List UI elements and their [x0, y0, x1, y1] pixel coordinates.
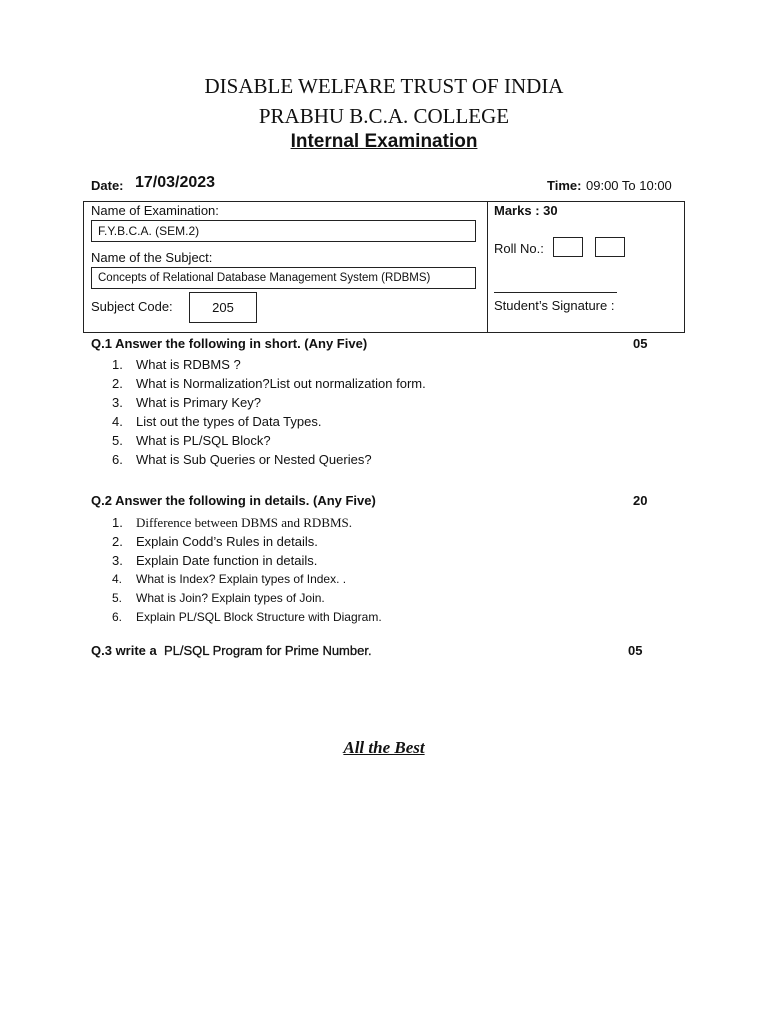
- item-number: 4.: [112, 572, 123, 586]
- signature-line: [494, 292, 617, 293]
- subject-field: Concepts of Relational Database Management System (RDBMS): [91, 267, 476, 289]
- marks-total: Marks : 30: [494, 203, 558, 218]
- q2-heading: Q.2 Answer the following in details. (Any Five): [91, 493, 376, 508]
- item-number: 3.: [112, 395, 123, 410]
- item-number: 5.: [112, 433, 123, 448]
- item-number: 1.: [112, 357, 123, 372]
- item-number: 4.: [112, 414, 123, 429]
- item-text: What is Index? Explain types of Index. .: [136, 572, 347, 586]
- subject-label: Name of the Subject:: [91, 250, 213, 265]
- roll-label: Roll No.:: [494, 241, 544, 256]
- item-number: 2.: [112, 534, 123, 549]
- item-number: 6.: [112, 610, 123, 624]
- q3-marks: 05: [628, 643, 643, 658]
- item-number: 3.: [112, 553, 123, 568]
- roll-box-1[interactable]: [553, 237, 583, 257]
- time-value: 09:00 To 10:00: [586, 178, 672, 193]
- college-name: PRABHU B.C.A. COLLEGE: [258, 104, 510, 128]
- trust-name: DISABLE WELFARE TRUST OF INDIA: [204, 74, 564, 98]
- signature-label: Student’s Signature :: [494, 298, 615, 313]
- item-text: What is RDBMS ?: [136, 357, 241, 372]
- item-text: List out the types of Data Types.: [136, 414, 322, 429]
- q1-marks: 05: [633, 336, 648, 351]
- item-text: What is PL/SQL Block?: [136, 433, 271, 448]
- q3-heading: [91, 643, 372, 658]
- exam-name-field: F.Y.B.C.A. (SEM.2): [91, 220, 476, 242]
- item-number: 5.: [112, 591, 123, 605]
- item-text: Difference between DBMS and RDBMS.: [136, 515, 353, 530]
- item-number: 1.: [112, 515, 123, 530]
- date-label: Date:: [91, 178, 124, 193]
- q2-marks: 20: [633, 493, 648, 508]
- exam-name-label: Name of Examination:: [91, 203, 219, 218]
- exam-title-text: Internal Examination: [290, 131, 478, 152]
- q3-text: PL/SQL Program for Prime Number.: [163, 643, 372, 658]
- item-text: Explain Codd’s Rules in details.: [136, 534, 318, 549]
- date-value: 17/03/2023: [135, 174, 216, 191]
- subject-code-label: Subject Code:: [91, 299, 173, 314]
- item-text: Explain PL/SQL Block Structure with Diagram.: [136, 610, 382, 624]
- item-text: What is Join? Explain types of Join.: [136, 591, 325, 605]
- roll-box-2[interactable]: [595, 237, 625, 257]
- item-text: Explain Date function in details.: [136, 553, 318, 568]
- info-divider: [487, 201, 488, 333]
- all-the-best-text: All the Best: [343, 738, 425, 757]
- item-text: What is Normalization?List out normalization form.: [136, 376, 426, 391]
- all-the-best: [0, 738, 768, 758]
- item-text: What is Sub Queries or Nested Queries?: [136, 452, 372, 467]
- q1-heading: Q.1 Answer the following in short. (Any Five): [91, 336, 368, 351]
- q3-prefix: Q.3 write a: [91, 643, 157, 658]
- item-number: 6.: [112, 452, 123, 467]
- item-number: 2.: [112, 376, 123, 391]
- item-text: What is Primary Key?: [136, 395, 261, 410]
- time-label: Time:: [547, 178, 582, 193]
- subject-code-field: 205: [189, 292, 257, 323]
- exam-title: [0, 131, 768, 153]
